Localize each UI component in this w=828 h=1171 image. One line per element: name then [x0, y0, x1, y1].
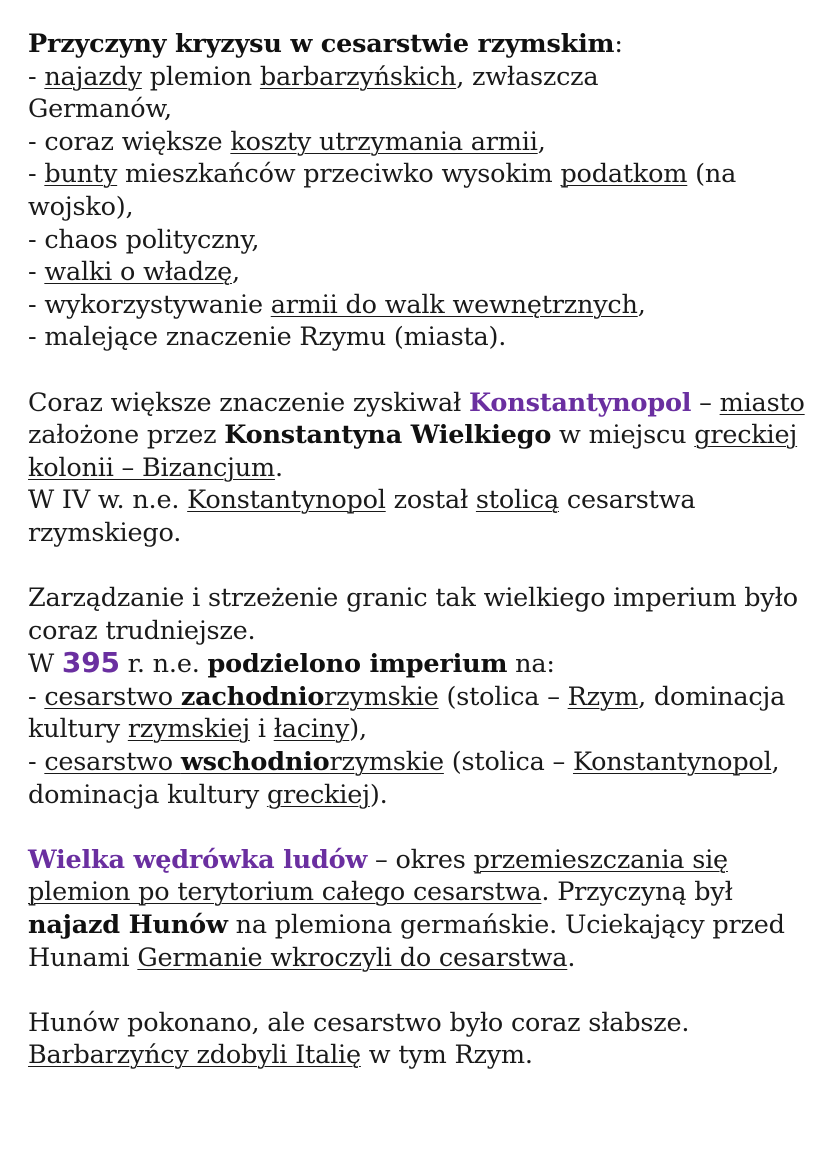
- crisis-causes-section: [28, 28, 808, 354]
- cause-power-struggles: - walki o władzę,: [28, 257, 240, 288]
- italy-conquered-line: Barbarzyńcy zdobyli Italię w tym Rzym.: [28, 1040, 533, 1071]
- document-page: [28, 28, 808, 1072]
- capital-paragraph: W IV w. n.e. Konstantynopol został stolicą cesarstwa rzymskiego.: [28, 485, 696, 548]
- spacer: [28, 550, 808, 583]
- constantinople-highlight: Konstantynopol: [469, 387, 692, 418]
- huns-invasion: najazd Hunów: [28, 910, 228, 941]
- cause-revolts: - bunty mieszkańców przeciwko wysokim podatkom (na wojsko),: [28, 159, 737, 222]
- spacer: [28, 974, 808, 1007]
- division-year-line: W 395 r. n.e. podzielono imperium na:: [28, 646, 555, 680]
- division-section: [28, 582, 808, 811]
- year-395: 395: [61, 646, 120, 680]
- fall-section: [28, 1007, 808, 1072]
- migration-paragraph: Wielka wędrówka ludów – okres przemieszczania się plemion po terytorium całego cesarstwa. Przyczyną był najazd Hunów na plemiona germańskie. Uciekający przed Hunami Germanie wkroczyli do cesarstwa.: [28, 844, 785, 973]
- constantinople-paragraph: Coraz większe znaczenie zyskiwał Konstantynopol – miasto założone przez Konstantyna Wielkiego w miejscu greckiej kolonii – Bizancjum.: [28, 387, 805, 483]
- cause-rome-decline: - malejące znaczenie Rzymu (miasta).: [28, 322, 507, 353]
- spacer: [28, 354, 808, 387]
- migration-heading: Wielka wędrówka ludów: [28, 844, 368, 875]
- spacer: [28, 811, 808, 844]
- constantine-name: Konstantyna Wielkiego: [224, 420, 552, 451]
- cause-army-misuse: - wykorzystywanie armii do walk wewnętrznych,: [28, 289, 646, 320]
- huns-defeated-line: Hunów pokonano, ale cesarstwo było coraz słabsze.: [28, 1007, 690, 1038]
- migration-section: [28, 844, 808, 974]
- crisis-causes-heading: Przyczyny kryzysu w cesarstwie rzymskim: [28, 29, 615, 59]
- constantinople-section: [28, 387, 808, 550]
- cause-invasions: - najazdy plemion barbarzyńskich, zwłaszcza Germanów,: [28, 61, 599, 125]
- cause-political-chaos: - chaos polityczny,: [28, 224, 260, 255]
- division-intro: Zarządzanie i strzeżenie granic tak wielkiego imperium było coraz trudniejsze.: [28, 583, 798, 646]
- cause-army-costs: - coraz większe koszty utrzymania armii,: [28, 126, 546, 157]
- eastern-empire-item: - cesarstwo wschodniorzymskie (stolica – Konstantynopol, dominacja kultury greckiej).: [28, 747, 780, 810]
- crisis-causes-heading-line: Przyczyny kryzysu w cesarstwie rzymskim:: [28, 29, 623, 59]
- western-empire-item: - cesarstwo zachodniorzymskie (stolica – Rzym, dominacja kultury rzymskiej i łaciny),: [28, 681, 786, 745]
- division-bold: podzielono imperium: [207, 649, 508, 680]
